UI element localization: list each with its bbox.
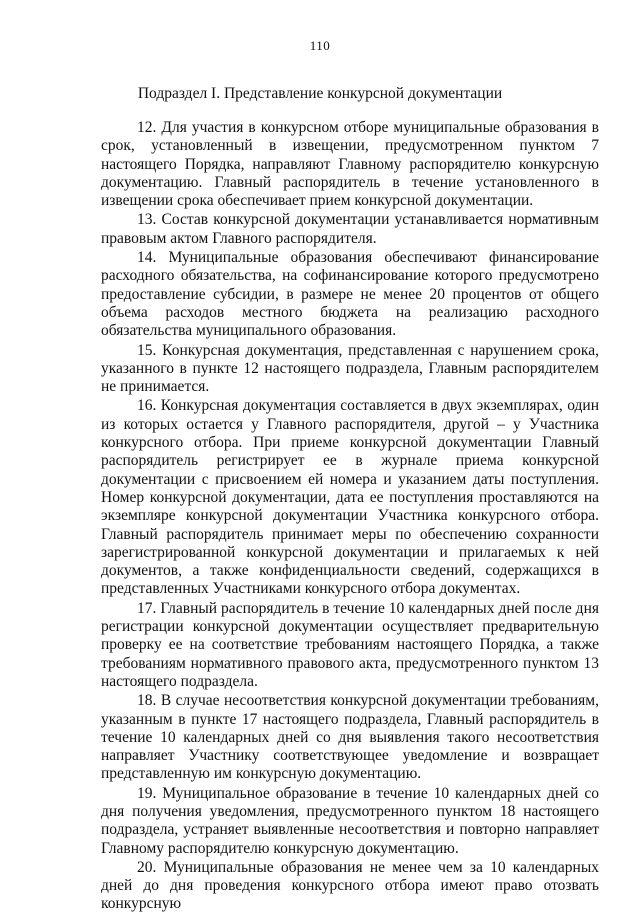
paragraph-13: 13. Состав конкурсной документации устанавливается нормативным правовым актом Главного распорядителя. <box>101 211 599 247</box>
paragraph-16: 16. Конкурсная документация составляется в двух экземплярах, один из которых остается у Главного распорядителя, другой – у Участника конкурсного отбора. При приеме конкурсной документации Главный распорядитель регистрирует ее в журнале приема конкурсной документации с присвоением ей номера и указанием даты поступления. Номер конкурсной документации, дата ее поступления проставляются на экземпляре конкурсной документации Участника конкурсного отбора. Главный распорядитель принимает меры по обеспечению сохранности зарегистрированной конкурсной документации и прилагаемых к ней документов, а также конфиденциальности сведений, содержащихся в представленных Участниками конкурсного отбора документах. <box>101 397 599 598</box>
paragraph-14: 14. Муниципальные образования обеспечивают финансирование расходного обязательства, на софинансирование которого предусмотрено предоставление субсидии, в размере не менее 20 процентов от общего объема расходов местного бюджета на реализацию расходного обязательства муниципального образования. <box>101 249 599 340</box>
paragraph-15: 15. Конкурсная документация, представленная с нарушением срока, указанного в пункте 12 настоящего подраздела, Главным распорядителем не принимается. <box>101 341 599 396</box>
section-title: Подраздел I. Представление конкурсной документации <box>137 85 503 102</box>
page-number: 110 <box>309 38 331 53</box>
paragraph-18: 18. В случае несоответствия конкурсной документации требованиям, указанным в пункте 17 настоящего подраздела, Главный распорядитель в течение 10 календарных дней со дня выявления такого несоответствия направляет Участнику соответствующее уведомление и возвращает представленную им конкурсную документацию. <box>101 692 599 783</box>
paragraph-19: 19. Муниципальное образование в течение 10 календарных дней со дня получения уведомления, предусмотренного пунктом 18 настоящего подраздела, устраняет выявленные несоответствия и повторно направляет Главному распорядителю конкурсную документацию. <box>101 784 599 857</box>
paragraph-17: 17. Главный распорядитель в течение 10 календарных дней после дня регистрации конкурсной документации осуществляет предварительную проверку ее на соответствие требованиям настоящего Порядка, а также требованиям нормативного правового акта, предусмотренного пунктом 13 настоящего подраздела. <box>101 599 599 690</box>
paragraph-12: 12. Для участия в конкурсном отборе муниципальные образования в срок, установленный в извещении, предусмотренном пунктом 7 настоящего Порядка, направляют Главному распорядителю конкурсную документацию. Главный распорядитель в течение установленного в извещении срока обеспечивает прием конкурсной документации. <box>101 119 599 210</box>
document-body <box>101 119 599 915</box>
paragraph-20: 20. Муниципальные образования не менее чем за 10 календарных дней до дня проведения конкурсного отбора имеют право отозвать конкурсную <box>101 858 599 913</box>
